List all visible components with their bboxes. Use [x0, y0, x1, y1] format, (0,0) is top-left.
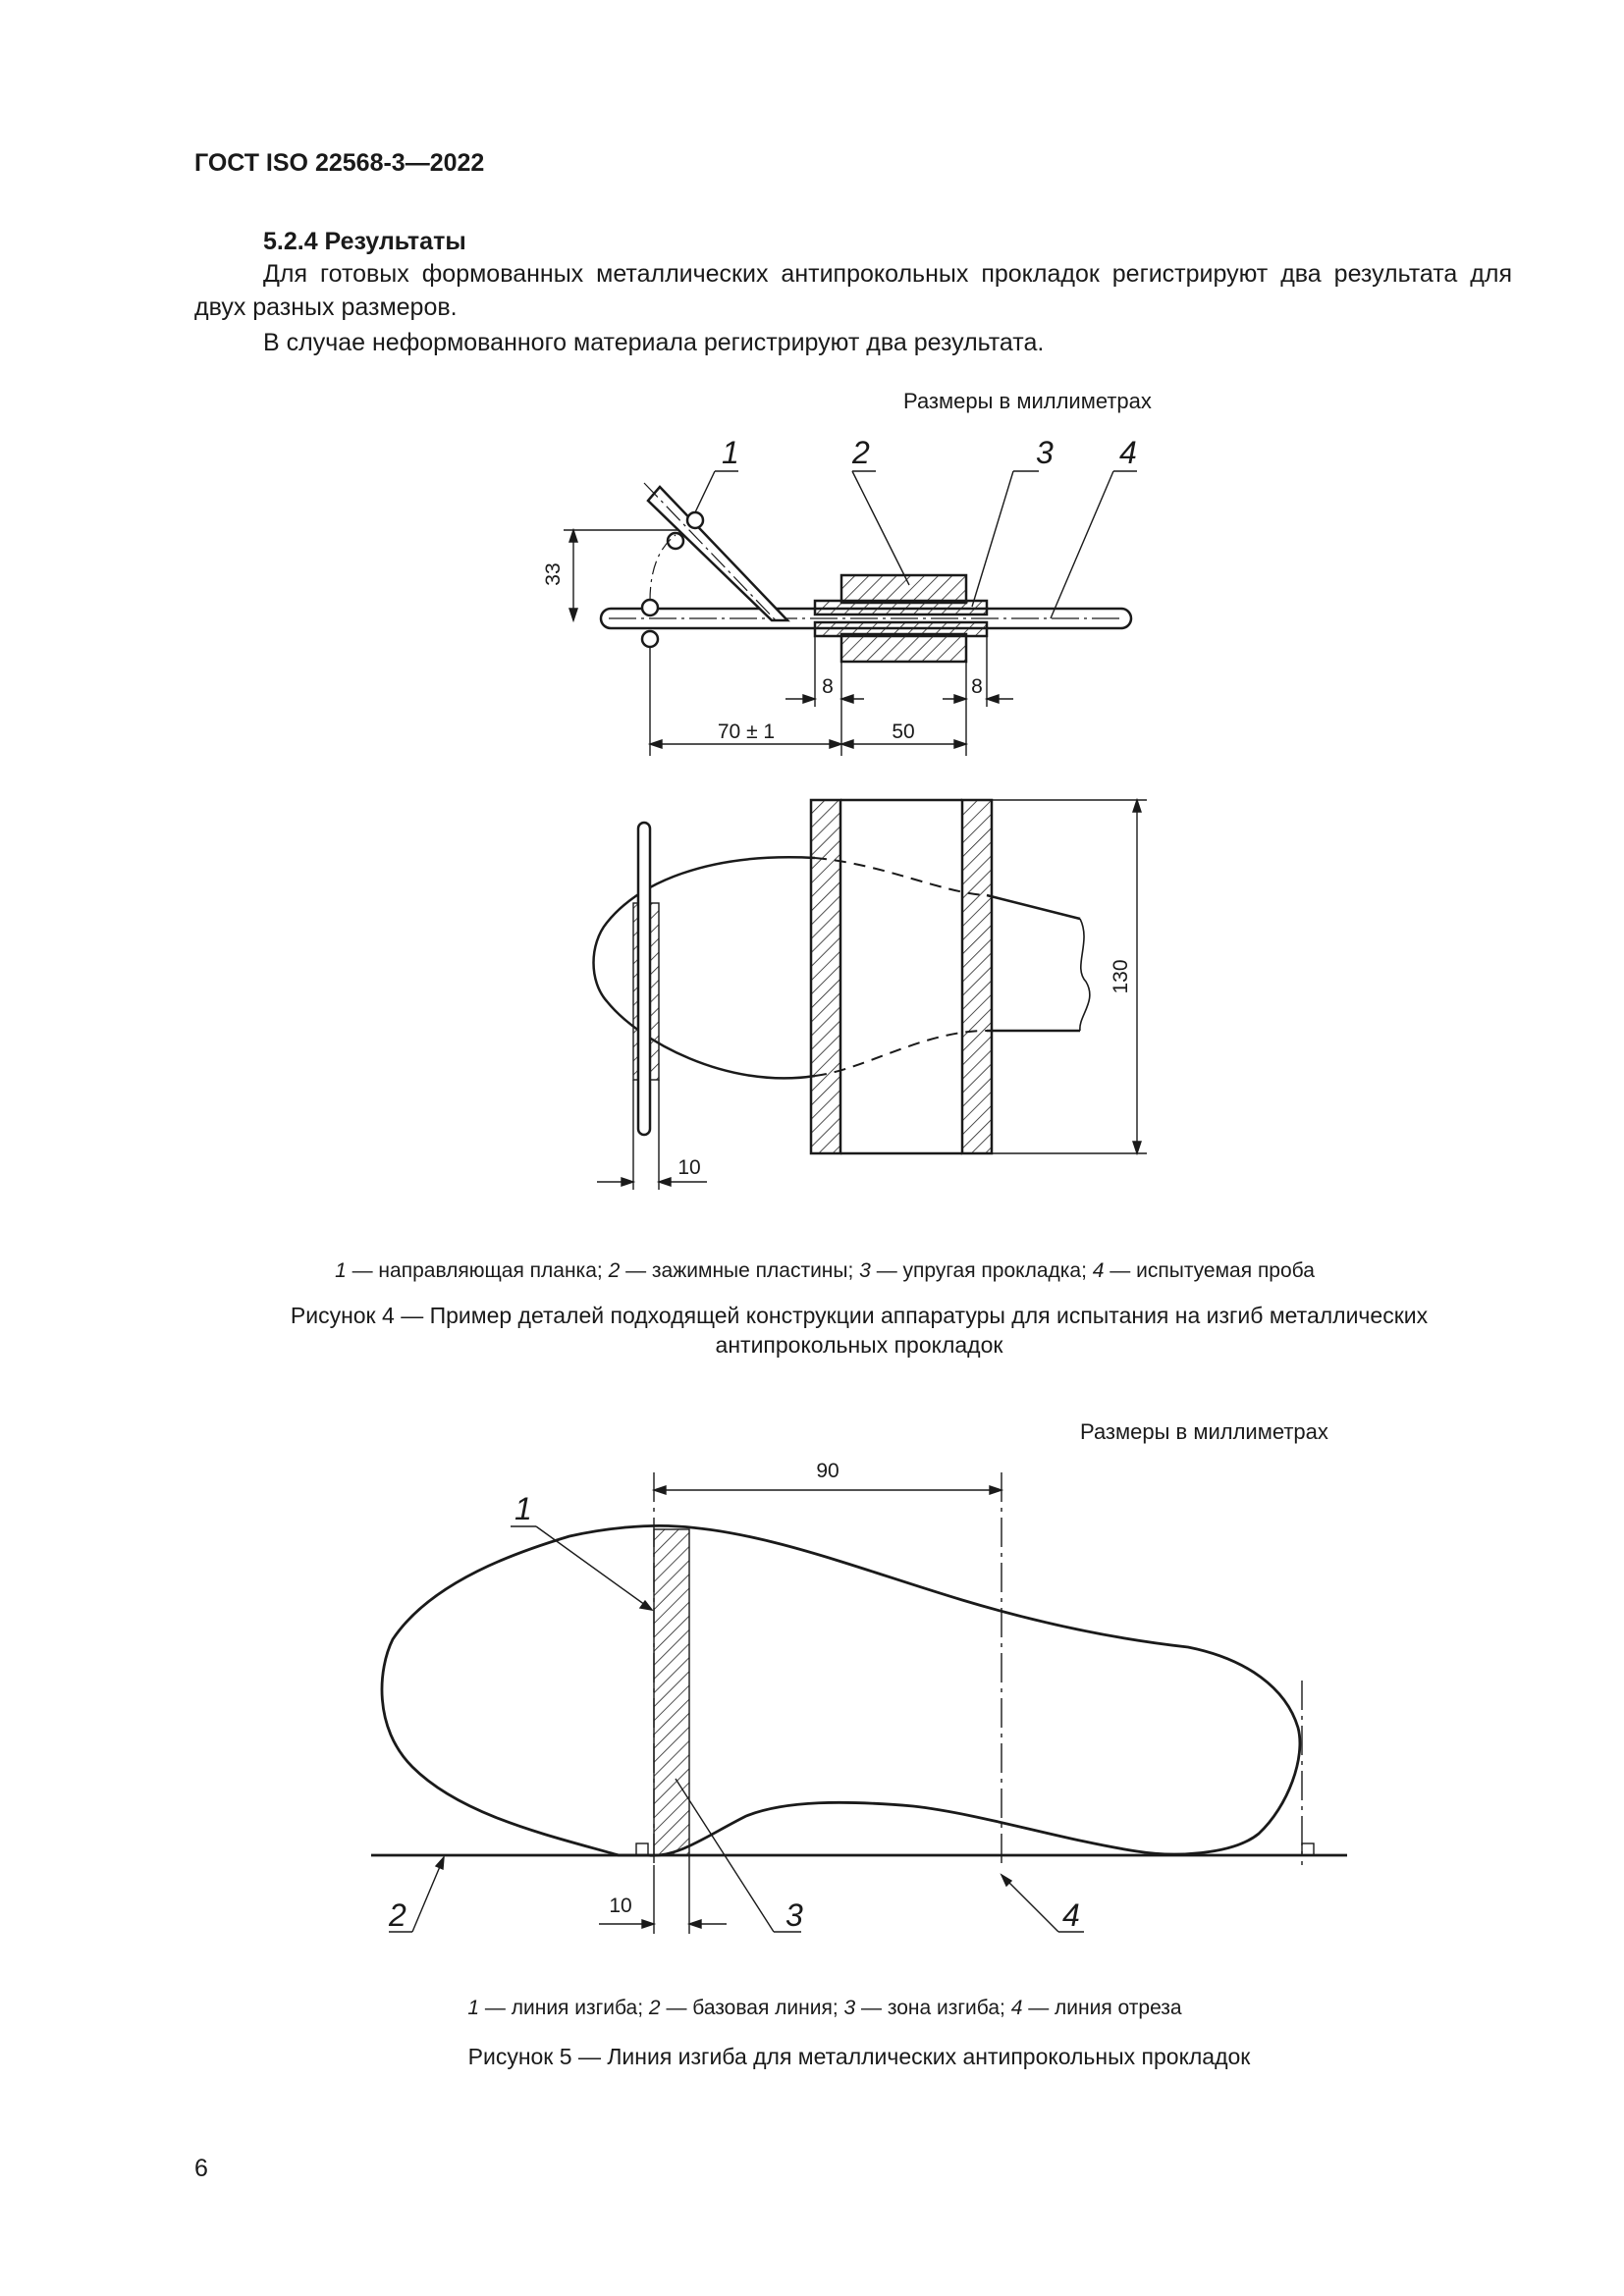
figure4-units-note: Размеры в миллиметрах — [903, 389, 1152, 413]
fig4-label-2: 2 — [852, 435, 870, 470]
figure4-legend: 1 — направляющая планка; 2 — зажимные пластины; 3 — упругая прокладка; 4 — испытуемая проба — [335, 1259, 1315, 1282]
paragraph-formed-inserts: Для готовых формованных металлических антипрокольных прокладок регистрируют два результата для двух разных размеров. — [194, 260, 1512, 321]
dim-10-fig5: 10 — [609, 1895, 632, 1917]
fig4-label-3: 3 — [1036, 435, 1054, 470]
figure5-callouts — [389, 1526, 1084, 1932]
dim-70: 70 ± 1 — [717, 721, 776, 743]
dim-8-right: 8 — [971, 675, 983, 698]
fig4-label-1: 1 — [722, 435, 739, 470]
right-angle-toe — [1302, 1843, 1314, 1855]
guide-bar-tilted — [648, 487, 787, 620]
clamp-plate-bottom — [841, 634, 966, 662]
figure5-insole — [371, 1472, 1347, 1865]
sample-outline-heel — [594, 857, 816, 1078]
guide-bar-top-view — [638, 823, 650, 1135]
elastic-pad-top — [815, 601, 987, 614]
insole-outline — [382, 1525, 1300, 1855]
page-number: 6 — [194, 2155, 208, 2182]
dim-90: 90 — [816, 1460, 839, 1482]
figure4-caption: Рисунок 4 — Пример деталей подходящей конструкции аппаратуры для испытания на изгиб металлических антипрокольных прокладок — [290, 1303, 1429, 1358]
clamp-bar-left — [811, 800, 840, 1153]
dim-130: 130 — [1110, 959, 1132, 994]
clamp-bar-right — [962, 800, 992, 1153]
figure5-legend: 1 — линия изгиба; 2 — базовая линия; 3 — зона изгиба; 4 — линия отреза — [467, 1997, 1182, 2019]
dim-10-fig4: 10 — [677, 1156, 701, 1179]
bend-zone — [654, 1529, 689, 1855]
clamp-plate-top — [841, 575, 966, 603]
sample-break-line — [1080, 919, 1090, 1031]
pivot-upper-a — [687, 512, 703, 528]
figure4-top-dimensions — [597, 800, 1147, 1190]
dim-8-left: 8 — [822, 675, 834, 698]
figure4-side-view — [601, 483, 1131, 662]
dim-50: 50 — [892, 721, 915, 743]
dim-33: 33 — [542, 562, 565, 586]
document-header: ГОСТ ISO 22568-3—2022 — [194, 149, 485, 177]
fig4-label-4: 4 — [1119, 435, 1137, 470]
figure4-top-view — [594, 800, 1090, 1153]
fig5-label-2: 2 — [389, 1897, 406, 1933]
pivot-lower-b — [642, 631, 658, 647]
fig5-label-4: 4 — [1062, 1897, 1080, 1933]
figure5-units-note: Размеры в миллиметрах — [1080, 1419, 1328, 1444]
section-title: 5.2.4 Результаты — [263, 228, 466, 255]
fig5-label-1: 1 — [514, 1491, 532, 1526]
sample-outline-toe-top — [987, 895, 1080, 919]
pivot-lower-a — [642, 600, 658, 615]
figure5-caption: Рисунок 5 — Линия изгиба для металлических антипрокольных прокладок — [467, 2044, 1251, 2069]
fig5-label-3: 3 — [785, 1897, 803, 1933]
paragraph-unformed-material: В случае неформованного материала регистрируют два результата. — [263, 329, 1045, 356]
right-angle-heel — [636, 1843, 648, 1855]
